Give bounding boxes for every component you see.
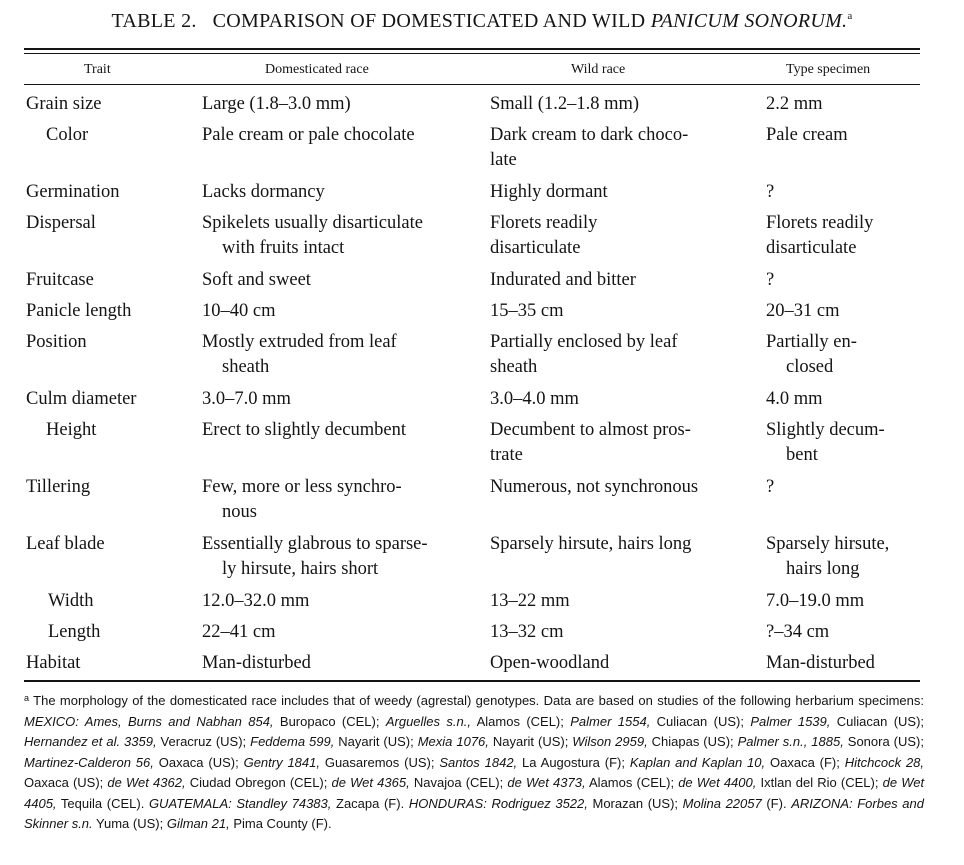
footnote-text [24, 693, 924, 831]
footnote-segment: Nayarit (US); [334, 734, 418, 749]
footnote-segment: Alamos (CEL); [470, 713, 571, 729]
footnote-specimen: Arguelles s.n., [385, 713, 471, 729]
wild-cell: Dark cream to dark choco- late [490, 125, 689, 170]
type-cell: ?–34 cm [766, 622, 830, 642]
footnote-segment: Oaxaca (US); [153, 754, 244, 770]
domesticated-cell: 12.0–32.0 mm [202, 591, 310, 611]
top-rule-thick [24, 48, 920, 50]
trait-cell: Grain size [26, 94, 102, 114]
wild-cell: Numerous, not synchronous [490, 477, 699, 497]
table-title [0, 10, 964, 33]
table-footnote [24, 688, 924, 835]
trait-cell: Panicle length [26, 301, 132, 321]
footnote-specimen: GUATEMALA: Standley 74383, [148, 795, 332, 811]
table-row [0, 475, 964, 532]
wild-cell: Indurated and bitter [490, 270, 636, 290]
footnote-segment: Buropaco (CEL); [273, 713, 386, 729]
wild-cell: Sparsely hirsute, hairs long [490, 534, 692, 554]
wild-cell: Florets readily disarticulate [490, 213, 598, 258]
wild-cell: Decumbent to almost pros- trate [490, 420, 691, 465]
footnote-segment: Sonora (US); [843, 734, 924, 749]
domesticated-cell: Soft and sweet [202, 270, 311, 290]
footnote-specimen: Mexia 1076, [417, 734, 489, 749]
table-row [0, 532, 964, 589]
footnote-segment: Oaxaca (F); [765, 754, 845, 770]
table-row [0, 387, 964, 418]
header-type: Type specimen [786, 62, 871, 77]
type-cell: Man-disturbed [766, 653, 875, 673]
table-row [0, 330, 964, 387]
footnote-segment: Alamos (CEL); [585, 775, 679, 790]
trait-cell: Color [46, 125, 89, 145]
table-header-row [0, 57, 964, 83]
footnote-specimen: Kaplan and Kaplan 10, [629, 754, 766, 770]
footnote-specimen: HONDURAS: Rodriguez 3522, [408, 795, 588, 811]
footnote-segment: Ixtlan del Rio (CEL); [756, 775, 883, 790]
header-wild: Wild race [571, 62, 626, 77]
table-row [0, 589, 964, 620]
table-title-text: COMPARISON OF DOMESTICATED AND WILD [212, 10, 646, 32]
domesticated-cell: Lacks dormancy [202, 182, 325, 202]
bottom-rule [24, 680, 920, 682]
domesticated-cell: Essentially glabrous to sparse- ly hirsute, hairs short [202, 534, 428, 579]
type-cell: 4.0 mm [766, 389, 823, 409]
trait-cell: Position [26, 332, 87, 352]
domesticated-cell: 22–41 cm [202, 622, 276, 642]
trait-cell: Dispersal [26, 213, 96, 233]
type-cell: Florets readily disarticulate [766, 213, 874, 258]
wild-cell: 15–35 cm [490, 301, 564, 321]
type-cell: Slightly decum- bent [766, 420, 885, 465]
type-cell: ? [766, 477, 775, 497]
header-domesticated: Domesticated race [265, 62, 369, 77]
footnote-segment: Culiacan (US); [650, 713, 751, 729]
wild-cell: 13–32 cm [490, 622, 564, 642]
footnote-specimen: de Wet 4373, [507, 775, 586, 790]
table-row [0, 92, 964, 123]
trait-cell: Height [46, 420, 97, 440]
footnote-segment: Culiacan (US); [830, 713, 925, 729]
footnote-specimen: de Wet 4400, [678, 775, 757, 790]
domesticated-cell: 3.0–7.0 mm [202, 389, 291, 409]
trait-cell: Length [48, 622, 101, 642]
table-row [0, 620, 964, 651]
footnote-segment: (F). [761, 795, 792, 811]
footnote-segment: Guasaremos (US); [319, 754, 440, 770]
domesticated-cell: 10–40 cm [202, 301, 276, 321]
footnote-specimen: Wilson 2959, [572, 734, 648, 749]
trait-cell: Tillering [26, 477, 91, 497]
wild-cell: 13–22 mm [490, 591, 570, 611]
footnote-segment: Tequila (CEL). [56, 795, 149, 811]
type-cell: Pale cream [766, 125, 848, 145]
trait-cell: Leaf blade [26, 534, 105, 554]
table-row [0, 651, 964, 682]
domesticated-cell: Pale cream or pale chocolate [202, 125, 415, 145]
footnote-segment: Veracruz (US); [156, 734, 251, 749]
table-row [0, 123, 964, 180]
footnote-specimen: Palmer s.n., 1885, [737, 734, 844, 749]
footnote-segment: Pima County (F). [229, 816, 332, 831]
footnote-segment: Morazan (US); [587, 795, 683, 811]
domesticated-cell: Erect to slightly decumbent [202, 420, 406, 440]
table-title-species: PANICUM SONORUM. [650, 10, 848, 32]
top-rule-thin [24, 53, 920, 54]
footnote-specimen: Feddema 599, [250, 734, 335, 749]
footnote-specimen: Hernandez et al. 3359, [24, 734, 157, 749]
trait-cell: Germination [26, 182, 120, 202]
domesticated-cell: Man-disturbed [202, 653, 311, 673]
table-title-footnote-marker: a [847, 10, 853, 22]
footnote-marker: a [24, 693, 30, 703]
domesticated-cell: Spikelets usually disarticulate with fruits intact [202, 213, 423, 258]
type-cell: ? [766, 182, 775, 202]
footnote-specimen: de Wet 4365, [331, 775, 410, 790]
trait-cell: Culm diameter [26, 389, 137, 409]
wild-cell: 3.0–4.0 mm [490, 389, 579, 409]
type-cell: Partially en- closed [766, 332, 857, 377]
domesticated-cell: Few, more or less synchro- nous [202, 477, 402, 522]
footnote-specimen: Santos 1842, [439, 754, 518, 770]
footnote-segment: Zacapa (F). [331, 795, 409, 811]
footnote-segment: Oaxaca (US); [24, 775, 108, 790]
footnote-specimen: MEXICO: Ames, Burns and Nabhan 854, [24, 713, 274, 729]
trait-cell: Habitat [26, 653, 81, 673]
header-trait: Trait [84, 62, 111, 77]
wild-cell: Small (1.2–1.8 mm) [490, 94, 640, 114]
wild-cell: Partially enclosed by leaf sheath [490, 332, 678, 377]
footnote-segment: La Augostura (F); [517, 754, 630, 770]
trait-cell: Width [48, 591, 94, 611]
type-cell: Sparsely hirsute, hairs long [766, 534, 890, 579]
table-row [0, 299, 964, 330]
header-rule [24, 84, 920, 85]
table-body [0, 92, 964, 682]
footnote-segment: Yuma (US); [92, 816, 167, 831]
footnote-specimen: Gilman 21, [166, 816, 230, 831]
footnote-segment: Ciudad Obregon (CEL); [185, 775, 332, 790]
domesticated-cell: Mostly extruded from leaf sheath [202, 332, 397, 377]
type-cell: 2.2 mm [766, 94, 823, 114]
table-label: TABLE 2. [111, 10, 197, 32]
footnote-segment: The morphology of the domesticated race includes that of weedy (agrestal) genotypes. Data are based on studies of the following herbarium specimens: [29, 693, 924, 708]
table-row [0, 268, 964, 299]
type-cell: ? [766, 270, 775, 290]
wild-cell: Open-woodland [490, 653, 610, 673]
footnote-specimen: Hitchcock 28, [844, 754, 925, 770]
footnote-specimen: Molina 22057 [682, 795, 762, 811]
table-row [0, 211, 964, 268]
type-cell: 7.0–19.0 mm [766, 591, 865, 611]
footnote-specimen: Palmer 1554, [570, 713, 651, 729]
footnote-specimen: Gentry 1841, [243, 754, 320, 770]
table-row [0, 180, 964, 211]
footnote-specimen: Martinez-Calderon 56, [24, 754, 154, 770]
trait-cell: Fruitcase [26, 270, 94, 290]
footnote-segment: Navajoa (CEL); [409, 775, 508, 790]
type-cell: 20–31 cm [766, 301, 840, 321]
footnote-specimen: ARIZONA: Forbes and Skinner s.n. [24, 795, 924, 831]
wild-cell: Highly dormant [490, 182, 608, 202]
footnote-segment: Chiapas (US); [647, 734, 738, 749]
footnote-specimen: Palmer 1539, [750, 713, 831, 729]
domesticated-cell: Large (1.8–3.0 mm) [202, 94, 351, 114]
footnote-segment: Nayarit (US); [488, 734, 573, 749]
table-row [0, 418, 964, 475]
footnote-specimen: de Wet 4405, [24, 775, 925, 811]
footnote-specimen: de Wet 4362, [107, 775, 186, 790]
